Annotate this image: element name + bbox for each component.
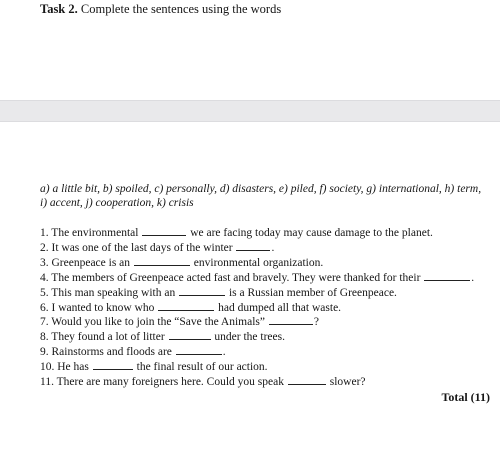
sentence-text: 8. They found a lot of litter (40, 331, 168, 344)
sentence-text: 11. There are many foreigners here. Could you speak (40, 376, 287, 389)
sentence-item (40, 255, 495, 270)
answer-blank (176, 344, 222, 355)
sentence-item (40, 374, 495, 389)
answer-blank (424, 270, 470, 281)
word-bank-line: a) a little bit, b) spoiled, c) personally, d) disasters, e) piled, f) society, g) international, h) term, (40, 183, 482, 195)
sentence-item (40, 359, 495, 374)
sentence-text: environmental organization. (190, 256, 324, 269)
sentence-item (40, 329, 495, 344)
sentence-item (40, 225, 495, 240)
word-bank (40, 182, 495, 210)
sentence-text: under the trees. (211, 331, 285, 344)
page-separator (0, 100, 500, 122)
sentence-text: 5. This man speaking with an (40, 286, 179, 299)
page-top-section (0, 0, 500, 100)
sentence-text: . (222, 346, 226, 359)
sentence-list (40, 225, 495, 389)
answer-blank (158, 300, 214, 311)
answer-blank (134, 255, 190, 266)
sentence-text: 10. He has (40, 361, 92, 374)
sentence-text: 6. I wanted to know who (40, 301, 158, 314)
sentence-text: the final result of our action. (133, 361, 268, 374)
sentence-text: we are facing today may cause damage to the planet. (187, 227, 433, 239)
sentence-text: 7. Would you like to join the “Save the Animals” (40, 316, 268, 329)
word-bank-line: i) accent, j) cooperation, k) crisis (40, 197, 194, 209)
sentence-text: 9. Rainstorms and floods are (40, 346, 175, 359)
sentence-text: . (471, 271, 475, 284)
answer-blank (269, 314, 313, 325)
answer-blank (236, 240, 270, 251)
task-title (40, 2, 281, 17)
sentence-text: 2. It was one of the last days of the winter (40, 241, 236, 254)
total-score: Total (11) (441, 390, 490, 404)
answer-blank (169, 329, 211, 340)
sentence-text: 1. The environmental (40, 227, 142, 239)
answer-blank (142, 225, 186, 236)
task-instruction: Complete the sentences using the words (77, 2, 282, 16)
sentence-item (40, 240, 495, 255)
sentence-text: . (271, 241, 275, 254)
sentence-item (40, 344, 495, 359)
sentence-text: ? (313, 316, 319, 329)
sentence-text: slower? (326, 376, 366, 389)
sentence-text: 3. Greenpeace is an (40, 256, 133, 269)
sentence-item (40, 285, 495, 300)
sentence-item (40, 300, 495, 315)
answer-blank (179, 285, 225, 296)
sentence-item (40, 314, 495, 329)
answer-blank (288, 374, 326, 385)
answer-blank (93, 359, 133, 370)
sentence-text: had dumped all that waste. (215, 301, 342, 314)
sentence-text: is a Russian member of Greenpeace. (226, 286, 397, 299)
sentence-item (40, 270, 495, 285)
task-number: Task 2. (40, 2, 78, 16)
sentence-text: 4. The members of Greenpeace acted fast and bravely. They were thanked for their (40, 271, 424, 284)
